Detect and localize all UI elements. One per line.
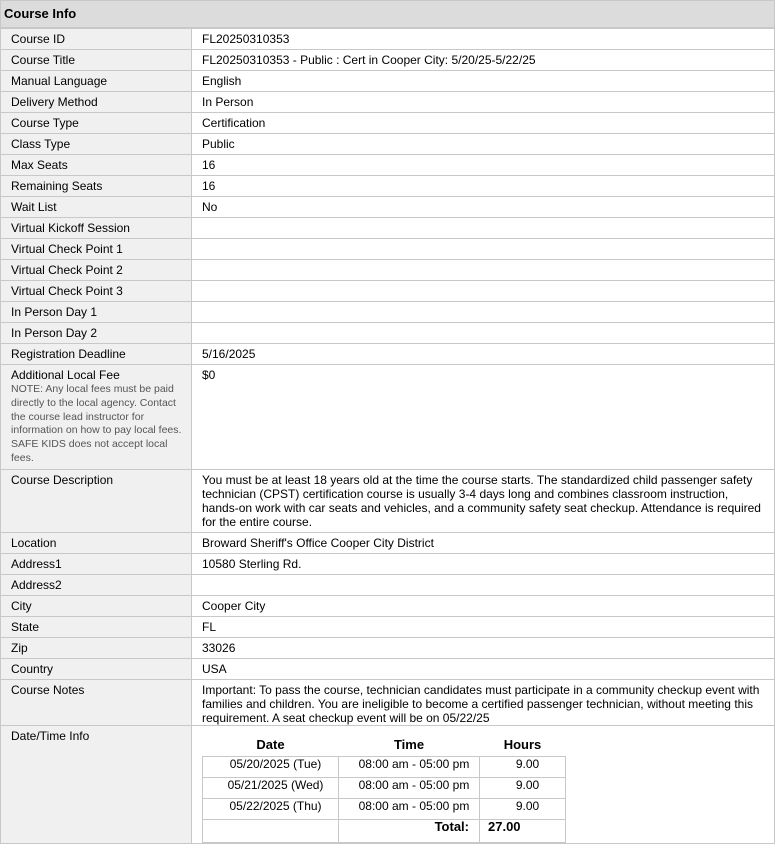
table-row xyxy=(1,113,775,134)
field-label: Course Description xyxy=(1,470,192,533)
field-label: Max Seats xyxy=(1,155,192,176)
schedule-total-row xyxy=(203,820,566,843)
table-row xyxy=(1,197,775,218)
field-label: Course ID xyxy=(1,29,192,50)
time-column-header: Time xyxy=(393,737,425,752)
field-label-with-note xyxy=(1,365,192,470)
table-row xyxy=(1,638,775,659)
field-label: Course Type xyxy=(1,113,192,134)
table-row xyxy=(1,617,775,638)
field-label: Course Title xyxy=(1,50,192,71)
course-info-table xyxy=(0,28,775,844)
field-label: Country xyxy=(1,659,192,680)
course-id-value: FL20250310353 xyxy=(192,29,775,50)
table-row xyxy=(1,344,775,365)
in-person-day-2-value xyxy=(192,323,775,344)
schedule-table xyxy=(202,734,566,843)
date-time-info-value xyxy=(192,726,775,844)
remaining-seats-value: 16 xyxy=(192,176,775,197)
field-label: Virtual Check Point 1 xyxy=(1,239,192,260)
schedule-row xyxy=(203,778,566,799)
field-label: Virtual Check Point 2 xyxy=(1,260,192,281)
registration-deadline-value: 5/16/2025 xyxy=(192,344,775,365)
table-row xyxy=(1,134,775,155)
table-row xyxy=(1,323,775,344)
table-row xyxy=(1,176,775,197)
table-row xyxy=(1,29,775,50)
table-row xyxy=(1,155,775,176)
table-row xyxy=(1,680,775,726)
field-label: Additional Local Fee xyxy=(11,368,120,382)
table-row xyxy=(1,50,775,71)
table-row xyxy=(1,596,775,617)
table-row xyxy=(1,302,775,323)
course-description-value: You must be at least 18 years old at the time the course starts. The standardized child passenger safety technician (CPST) certification course is usually 3-4 days long and combines classroom instruction, hands-on work with car seats and vehicles, and a community safety seat checkup. Attendance is required for the entire course. xyxy=(192,470,775,533)
in-person-day-1-value xyxy=(192,302,775,323)
field-label: In Person Day 1 xyxy=(1,302,192,323)
field-label: Delivery Method xyxy=(1,92,192,113)
country-value: USA xyxy=(192,659,775,680)
table-row xyxy=(1,365,775,470)
section-title: Course Info xyxy=(0,0,775,28)
schedule-row xyxy=(203,757,566,778)
class-type-value: Public xyxy=(192,134,775,155)
address2-value xyxy=(192,575,775,596)
field-label: State xyxy=(1,617,192,638)
field-label: Class Type xyxy=(1,134,192,155)
session-date: 05/22/2025 (Thu) xyxy=(203,799,339,820)
schedule-header-row xyxy=(203,734,566,757)
manual-language-value: English xyxy=(192,71,775,92)
table-row xyxy=(1,533,775,554)
field-label: In Person Day 2 xyxy=(1,323,192,344)
table-row xyxy=(1,71,775,92)
field-label: Zip xyxy=(1,638,192,659)
session-date: 05/21/2025 (Wed) xyxy=(203,778,339,799)
session-time: 08:00 am - 05:00 pm xyxy=(339,778,480,799)
course-notes-value: Important: To pass the course, technician candidates must participate in a community checkup event with families and children. You are ineligible to become a certified passenger technician, without meeting this requirement. A seat checkup event will be on 05/22/25 xyxy=(192,680,775,726)
field-label: Virtual Check Point 3 xyxy=(1,281,192,302)
additional-fee-value: $0 xyxy=(192,365,775,470)
virtual-check-point-1-value xyxy=(192,239,775,260)
session-time: 08:00 am - 05:00 pm xyxy=(339,757,480,778)
schedule-row xyxy=(203,799,566,820)
field-label: Location xyxy=(1,533,192,554)
field-label: Manual Language xyxy=(1,71,192,92)
field-label: Address1 xyxy=(1,554,192,575)
session-hours: 9.00 xyxy=(480,757,566,778)
wait-list-value: No xyxy=(192,197,775,218)
table-row xyxy=(1,218,775,239)
table-row xyxy=(1,239,775,260)
field-label: Wait List xyxy=(1,197,192,218)
virtual-kickoff-value xyxy=(192,218,775,239)
delivery-method-value: In Person xyxy=(192,92,775,113)
max-seats-value: 16 xyxy=(192,155,775,176)
state-value: FL xyxy=(192,617,775,638)
field-label: Course Notes xyxy=(1,680,192,726)
table-row xyxy=(1,554,775,575)
location-value: Broward Sheriff's Office Cooper City District xyxy=(192,533,775,554)
table-row xyxy=(1,281,775,302)
course-type-value: Certification xyxy=(192,113,775,134)
hours-column-header: Hours xyxy=(503,737,542,752)
field-label: City xyxy=(1,596,192,617)
session-date: 05/20/2025 (Tue) xyxy=(203,757,339,778)
date-column-header: Date xyxy=(256,737,285,752)
total-hours-value: 27.00 xyxy=(480,820,566,843)
field-label: Remaining Seats xyxy=(1,176,192,197)
local-fee-note: NOTE: Any local fees must be paid directly to the local agency. Contact the course lead instructor for information on how to pay local fees. SAFE KIDS does not accept local fees. xyxy=(11,383,182,464)
session-hours: 9.00 xyxy=(480,778,566,799)
session-hours: 9.00 xyxy=(480,799,566,820)
virtual-check-point-3-value xyxy=(192,281,775,302)
field-label: Virtual Kickoff Session xyxy=(1,218,192,239)
city-value: Cooper City xyxy=(192,596,775,617)
zip-value: 33026 xyxy=(192,638,775,659)
virtual-check-point-2-value xyxy=(192,260,775,281)
table-row xyxy=(1,726,775,844)
session-time: 08:00 am - 05:00 pm xyxy=(339,799,480,820)
table-row xyxy=(1,575,775,596)
table-row xyxy=(1,470,775,533)
table-row xyxy=(1,92,775,113)
field-label: Address2 xyxy=(1,575,192,596)
address1-value: 10580 Sterling Rd. xyxy=(192,554,775,575)
total-label: Total: xyxy=(339,820,480,843)
field-label: Registration Deadline xyxy=(1,344,192,365)
field-label: Date/Time Info xyxy=(1,726,192,844)
course-title-value: FL20250310353 - Public : Cert in Cooper City: 5/20/25-5/22/25 xyxy=(192,50,775,71)
table-row xyxy=(1,659,775,680)
table-row xyxy=(1,260,775,281)
